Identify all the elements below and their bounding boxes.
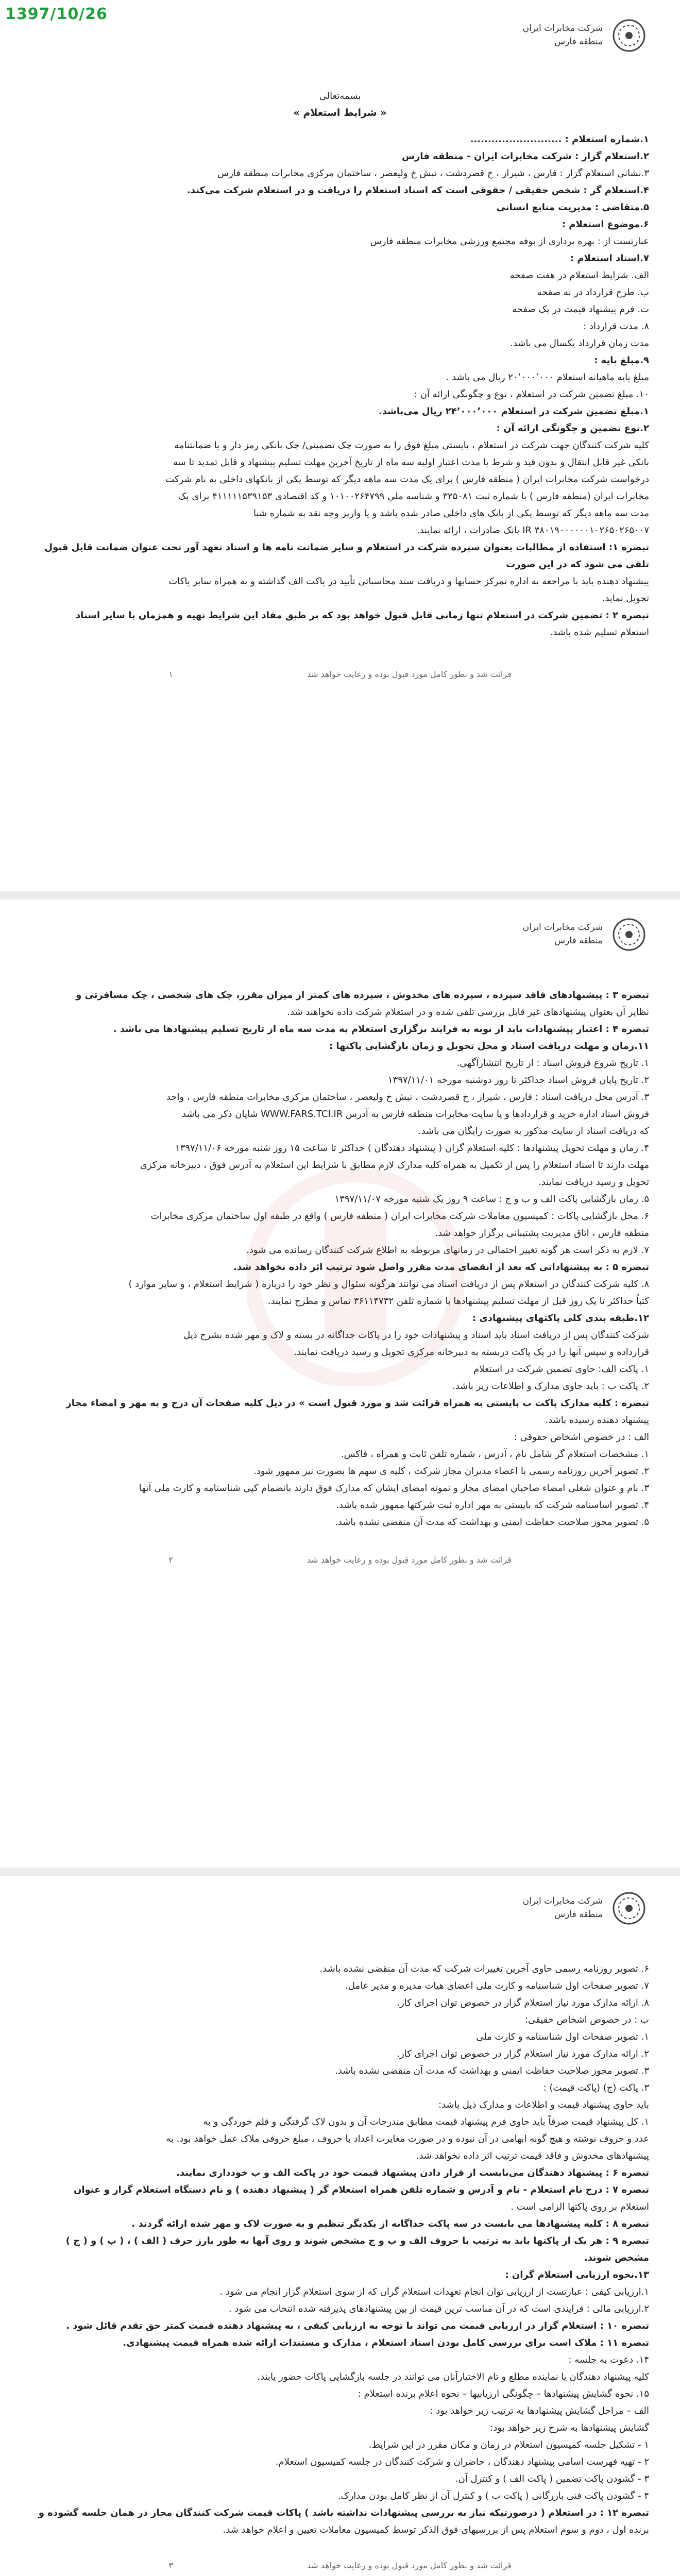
page-3-body [31,1960,649,2538]
text-line: تبصره ۵ : به پیشنهاداتی که بعد از انقضای مدت مقرر واصل شود ترتیب اثر داده نخواهد شد. [233,1262,649,1273]
text-line: بانکی غیر قابل انتقال و بدون قید و شرط با مدت اعتبار اولیه سه ماه از تاریخ آخرین مهلت تسلیم پیشنهاد و قابل تمدید تا سه [173,457,649,468]
text-line: مبلغ پایه ماهیانه استعلام ۲۰٬۰۰۰٬۰۰۰ ریال می باشد . [446,372,649,383]
text-line: پیشنهاد دهنده رسیده باشد. [545,1415,649,1426]
text-line: ب. طرح قرارداد در نه صفحه [537,287,649,298]
text-line: ت. فرم پیشنهاد قیمت در یک صفحه [512,304,649,315]
page-footer [31,666,649,683]
org-name: شرکت مخابرات ایران [522,1896,603,1906]
org-region: منطقه فارس [554,37,603,47]
text-line: استعلام بر روی پاکتها الزامی است . [511,2201,649,2212]
text-line: ۷. لازم به ذکر است هر گونه تغییر احتمالی در زمانهای مربوطه به اطلاع شرکت کنندگان رسانده می شود. [246,1245,649,1256]
text-line: ۱۰. مبلغ تضمین شرکت در استعلام ، نوع و چگونگی ارائه آن : [414,389,649,400]
text-line: ۱.شماره استعلام : .......................... [470,134,649,145]
letterhead [31,914,649,981]
text-line: تبصره ۷ : درج نام استعلام - نام و آدرس و شماره تلفن همراه استعلام گر ( پیشنهاد دهنده ) و نام دستگاه استعلام گزار و عنوان [73,2184,649,2195]
text-line: الف : در خصوص اشخاص حقوقی : [514,1432,649,1443]
text-line: ۶. محل بازگشایی پاکات : کمیسیون معاملات شرکت مخابرات ایران ( منطقه فارس ) واقع در طبقه اول ساختمان مرکزی مخابرات [150,1211,649,1222]
acceptance-note: قرائت شد و بطور کامل مورد قبول بوده و رعایت خواهد شد [307,1555,512,1565]
page-footer [31,2557,649,2574]
letterhead [31,15,649,82]
text-line: الف. شرایط استعلام در هفت صفحه [509,270,649,281]
text-line: تبصره ۸ : کلیه پیشنهادها می بایست در سه پاکت جداگانه از یکدیگر تنظیم و به صورت لاک و مهر شده ارائه گردند . [131,2218,649,2229]
text-line: پیشنهاد دهنده باید با مراجعه به اداره تمرکز حسابها و دریافت سند محاسباتی تأیید در پاکت الف گذاشته و به همراه سایر پاکات [168,576,649,587]
page-number: ۳ [168,2561,173,2570]
text-line: تبصره ۹ : هر یک از پاکتها باید به ترتیب با حروف الف و ب و ج مشخص شوند و روی آنها به طور بارز حرف ( الف ) ، ( ب ) و ( ج ) مشخص شوند. [65,2235,649,2263]
text-line: فروش اسناد اداره خرید و قراردادها و یا سایت مخابرات منطقه فارس به آدرس WWW.FARS.TCI.IR شایان ذکر می باشد [181,1109,649,1120]
text-line: ۲ - تهیه فهرست اسامی پیشنهاد دهندگان ، حاضران و شرکت کنندگان در جلسه کمیسیون استعلام. [275,2456,649,2467]
text-line: استعلام تسلیم شده باشد. [550,627,649,638]
text-line: ۳. پاکت (ج) (پاکت قیمت) : [543,2082,649,2093]
text-line: ۶. تصویر روزنامه رسمی حاوی آخرین تغییرات شرکت که مدت آن منقضی نشده باشد. [319,1963,649,1974]
text-line: ۱. تصویر صفحات اول شناسنامه و کارت ملی [476,2031,649,2042]
text-line: ۲. تاریخ پایان فروش اسناد حداکثر تا روز دوشنبه مورخه ۱۳۹۷/۱۱/۰۱ [387,1075,649,1086]
text-line: که دریافت اسناد از سایت مذکور به صورت رایگان می باشد. [418,1126,649,1137]
text-line: ۹.مبلغ پایه : [594,355,649,366]
page-number: ۱ [168,669,173,679]
text-line: ۵. تصویر مجوز صلاحیت حفاظت ایمنی و بهداشت که مدت آن منقضی نشده باشد. [335,1517,649,1528]
text-line: ۷.اسناد استعلام : [570,253,649,264]
text-line: نظایر آن بعنوان پیشنهادهای غیر قابل بررسی تلقی شده و در استعلام شرکت داده نخواهند شد. [287,1007,649,1018]
text-line: ۲.نوع تضمین و چگونگی ارائه آن : [496,423,649,434]
text-line: ۶.موضوع استعلام : [562,219,649,230]
text-line: ۲. ارائه مدارک مورد نیاز استعلام گزار در خصوص توان اجرای کار. [397,2048,649,2059]
document-page-1 [31,15,649,683]
text-line: ۲. تصویر آخرین روزنامه رسمی با اعضاء مدیران مجاز شرکت ، کلیه ی سهم ها بصورت نیز ممهور شود. [253,1466,649,1477]
text-line: ۸. ارائه مدارک مورد نیاز استعلام گزار در خصوص توان اجرای کار. [397,1997,649,2008]
acceptance-note: قرائت شد و بطور کامل مورد قبول بوده و رعایت خواهد شد [307,2561,512,2570]
text-line: ۱. کل پیشنهاد قیمت صرفاً باید حاوی فرم پیشنهاد قیمت مطابق مندرجات آن و بدون لاک گرفتگی و قلم خوردگی و به [203,2116,649,2127]
text-line: قرارداده و سپس آنها را در یک پاکت دربسته به دبیرخانه مرکزی تحویل و رسید دریافت نمایند. [294,1347,649,1358]
page-separator [0,891,680,900]
page-separator [0,1868,680,1876]
text-line: مخابرات ایران (منطقه فارس ) با شماره ثبت ۳۲۵۰۸۱ و شناسه ملی ۱۰۱۰۰۲۶۴۷۹۹ و کد اقتصادی ۴۱۱۱۱۱۵۳۹۱۵۳ برای یک [178,491,649,502]
page-1-body [31,131,649,641]
text-line: شرکت کنندگان پس از دریافت اسناد باید اسناد و پیشنهادات خود را در پاکات جداگانه در بسته و لاک و مهر شده بشرح ذیل [183,1330,649,1341]
text-line: ۱. مشخصات استعلام گر شامل نام ، آدرس ، شماره تلفن ثابت و همراه ، فاکس. [341,1449,649,1460]
text-line: برنده اول ، دوم و سوم استعلام پس از بررسیهای فوق الذکر توسط کمیسیون معاملات تعیین و اعلام خواهد شد. [223,2524,649,2535]
text-line: ۵.متقاضی : مدیریت منابع انسانی [496,202,649,213]
text-line: عدد و حروف نوشته و هیچ گونه ابهامی در آن نبوده و در صورت مغایرت اعداد با حروف ، مبلغ حروفی ملاک عمل خواهد بود. به [166,2133,649,2144]
text-line: تبصره ۱۱ : ملاک است برای بررسی کامل بودن اسناد استعلام ، مدارک و مستندات ارائه شده همراه قیمت پیشنهادی. [123,2337,649,2348]
text-line: ۱۳.نحوه ارزیابی استعلام گران : [505,2269,649,2280]
document-page-3 [31,1888,649,2574]
tci-logo-icon [609,1888,649,1928]
text-line: ۳. آدرس محل دریافت اسناد : فارس ، شیراز ، خ قصردشت ، نبش خ ولیعصر ، ساختمان مرکزی مخابرات منطقه فارس ، واحد [166,1092,649,1103]
text-line: ۴.استعلام گر : شخص حقیقی / حقوقی است که اسناد استعلام را دریافت و در استعلام شرکت می‌کند. [186,185,649,196]
org-region: منطقه فارس [554,1909,603,1920]
text-line: ۳ - گشودن پاکت تضمین ( پاکت الف ) و کنترل آن. [455,2473,649,2484]
text-line: درخواست شرکت مخابرات ایران ( منطقه فارس ) برای یک مدت سه ماهه دیگر که توسط یکی از بانکهای داخلی به نام شرکت [165,474,649,485]
text-line: ۱۱.زمان و مهلت دریافت اسناد و محل تحویل و زمان بازگشایی پاکتها : [329,1041,649,1052]
acceptance-note: قرائت شد و بطور کامل مورد قبول بوده و رعایت خواهد شد [307,669,512,679]
page-number: ۲ [168,1555,173,1565]
text-line: ۴. تصویر اساسنامه شرکت که بایستی به مهر اداره ثبت شرکتها ممهور شده باشد. [336,1500,649,1511]
text-line: ۸. مدت قرارداد : [583,321,649,332]
text-line: تبصره ۱۲ : در استعلام ( درصورتیکه نیاز به بررسی پیشنهادات نداشته باشد ) پاکات قیمت شرکت کنندگان مجاز در همان جلسه گشوده و [38,2507,649,2518]
text-line: ۳. تصویر مجوز صلاحیت حفاظت ایمنی و بهداشت که مدت آن منقضی نشده باشد. [335,2065,649,2076]
document-title: « شرایط استعلام » [293,107,387,118]
text-line: باید حاوی پیشنهاد قیمت و اطلاعات و مدارک ذیل باشد: [438,2099,649,2110]
text-line: الف – مراحل گشایش پیشنهادها به ترتیب زیر خواهد بود : [430,2405,649,2416]
tci-logo-icon [609,15,649,56]
text-line: ۱. پاکت الف: حاوی تضمین شرکت در استعلام [473,1364,649,1375]
text-line: ۱۵. نحوه گشایش پیشنهادها – چگونگی ارزیابیها – نحوه اعلام برنده استعلام : [358,2388,649,2399]
org-name: شرکت مخابرات ایران [522,23,603,33]
org-region: منطقه فارس [554,936,603,946]
page-2-body [31,987,649,1531]
text-line: ۱۴. دعوت به جلسه : [568,2354,649,2365]
text-line: تحویل و رسید دریافت نمایند. [538,1177,649,1188]
text-line: تحویل نماید. [602,593,649,604]
text-line: تبصره : کلیه مدارک پاکت ب بایستی به همراه قرائت شد و مورد قبول است » در ذیل کلیه صفحات آن درج و به مهر و امضاء مجاز [66,1398,649,1409]
text-line: مدت زمان قرارداد یکسال می باشد. [510,338,649,349]
tci-logo-icon [609,914,649,955]
letterhead [31,1888,649,1955]
document-page-2 [31,914,649,1568]
text-line: ۱. تاریخ شروع فروش اسناد : از تاریخ انتشارآگهی. [456,1058,649,1069]
text-line: کتباً حداکثر تا یک روز قبل از مهلت تسلیم پیشنهادها با شماره تلفن ۳۶۱۱۴۷۳۲ تماس و مطرح نمایند. [267,1296,649,1307]
text-line: کلیه شرکت کنندگان جهت شرکت در استعلام ، بایستی مبلغ فوق را به صورت چک تضمینی/ چک بانکی رمز دار و یا ضمانتنامه [174,440,649,451]
text-line: IR ۳۸۰۱۹۰۰۰۰۰۰۱۰۲۶۵۰۲۶۵۰۰۷ بانک صادرات ، ارائه نمایند. [416,525,649,536]
text-line: ۱ - تشکیل جلسه کمیسیون استعلام در زمان و مکان مقرر در این شرایط. [368,2439,649,2450]
text-line: ۴ - گشودن پاکت فنی بازرگانی ( پاکت ب ) و کنترل آن از نظر کامل بودن مدارک. [337,2490,649,2501]
text-line: کلیه پیشنهاد دهندگان یا نماینده مطلع و تام الاختیارآنان می توانند در جلسه بازگشایی پاکات حضور یابند. [257,2371,649,2382]
text-line: ۲. پاکت ب : باید حاوی مدارک و اطلاعات زیر باشد. [452,1381,649,1392]
text-line: ب : در خصوص اشخاص حقیقی: [525,2014,649,2025]
text-line: تبصره ۲ : تضمین شرکت در استعلام تنها زمانی قابل قبول خواهد بود که بر طبق مفاد این شرایط تهیه و همزمان با سایر اسناد [75,610,649,621]
text-line: مهلت دارند تا اسناد استعلام را پس از تکمیل به همراه کلیه مدارک لازم مطابق با شرایط این استعلام به آدرس فوق ، دبیرخانه مرکزی [140,1160,649,1171]
text-line: عبارتست از : بهره برداری از بوفه مجتمع ورزشی مخابرات منطقه فارس [370,236,649,247]
text-line: ۱۲.طبقه بندی کلی پاکتهای پیشنهادی : [472,1313,649,1324]
text-line: ۱.ارزیابی کیفی : عبارتست از ارزیابی توان انجام تعهدات استعلام گران که از سوی استعلام گزار انجام می شود . [219,2286,649,2297]
text-line: تبصره ۱۰ : استعلام گزار در ارزیابی قیمت می تواند با توجه به ارزیابی کیفی ، به پیشنهاد دهنده قیمت کمتر حق تقدم قائل شود . [66,2320,649,2331]
text-line: ۳.نشانی استعلام گزار : فارس ، شیراز ، خ قصردشت ، نبش خ ولیعصر ، ساختمان مرکزی مخابرات منطقه فارس [217,168,649,179]
bismillah: بسمه‌تعالی [319,91,361,101]
text-line: تبصره ۳ : پیشنهادهای فاقد سپرده ، سپرده های مخدوش ، سپرده های کمتر از میزان مقرر، چک های شخصی ، چک مسافرتی و [76,990,649,1001]
text-line: ۴. زمان و مهلت تحویل پیشنهادها : کلیه استعلام گران ( پیشنهاد دهندگان ) حداکثر تا ساعت ۱۵ روز شنبه مورخه ۱۳۹۷/۱۱/۰۶ [175,1143,649,1154]
text-line: ۲.ارزیابی مالی : فرایندی است که در آن مناسب ترین قیمت از بین پیشنهادهای پذیرفته شده انتخاب می شود . [228,2303,649,2314]
text-line: تبصره ۶ : پیشنهاد دهندگان می‌بایست از قرار دادن پیشنهاد قیمت خود در پاکت الف و ب خودداری نمایند. [176,2167,649,2178]
text-line: تبصره ۱: استفاده از مطالبات بعنوان سپرده شرکت در استعلام و سایر ضمانت نامه ها و اسناد تعهد آور تحت عنوان ضمانت قابل قبول تلقی می شود که در این صورت [44,542,649,570]
text-line: ۸. کلیه شرکت کنندگان در استعلام پس از دریافت اسناد می توانند هرگونه سئوال و نظر خود را درباره ( شرایط استعلام ، و سایر موارد ) [128,1279,649,1290]
date-stamp: 1397/10/26 [5,5,108,23]
text-line: مدت سه ماهه دیگر که توسط یکی از بانک های داخلی صادر شده باشد و یا واریز وجه نقد به شماره شبا [253,508,649,519]
text-line: ۷. تصویر صفحات اول شناسنامه و کارت ملی اعضای هیات مدیره و مدیر عامل. [345,1980,649,1991]
page-footer [31,1551,649,1568]
text-line: ۱.مبلغ تضمین شرکت در استعلام ۲۴٬۰۰۰٬۰۰۰ ریال می‌باشد. [378,406,649,417]
org-name: شرکت مخابرات ایران [522,922,603,933]
text-line: تبصره ۴ : اعتبار پیشنهادات باید از نوبه به فرایند برگزاری استعلام به مدت سه ماه از تاریخ تسلیم پیشنهادها می باشد . [113,1024,649,1035]
text-line: گشایش پیشنهادها به شرح زیر خواهد بود: [490,2422,649,2433]
text-line: ۵. زمان بازگشایی پاکت الف و ب و ج : ساعت ۹ روز یک شنبه مورخه ۱۳۹۷/۱۱/۰۷ [334,1194,649,1205]
text-line: منطقه فارس ، اتاق مدیریت پشتیبانی برگزار خواهد شد. [435,1228,649,1239]
text-line: ۲.استعلام گزار : شرکت مخابرات ایران - منطقه فارس [402,151,649,162]
text-line: پیشنهادهای مخدوش و فاقد قیمت ترتیب اثر داده نخواهد شد. [416,2150,649,2161]
text-line: ۳. نام و عنوان شغلی امضاء صاحبان امضای مجاز و نمونه امضای ایشان که مدارک فوق دارند بانضمام کپی شناسنامه و کارت ملی آنها [139,1483,649,1494]
